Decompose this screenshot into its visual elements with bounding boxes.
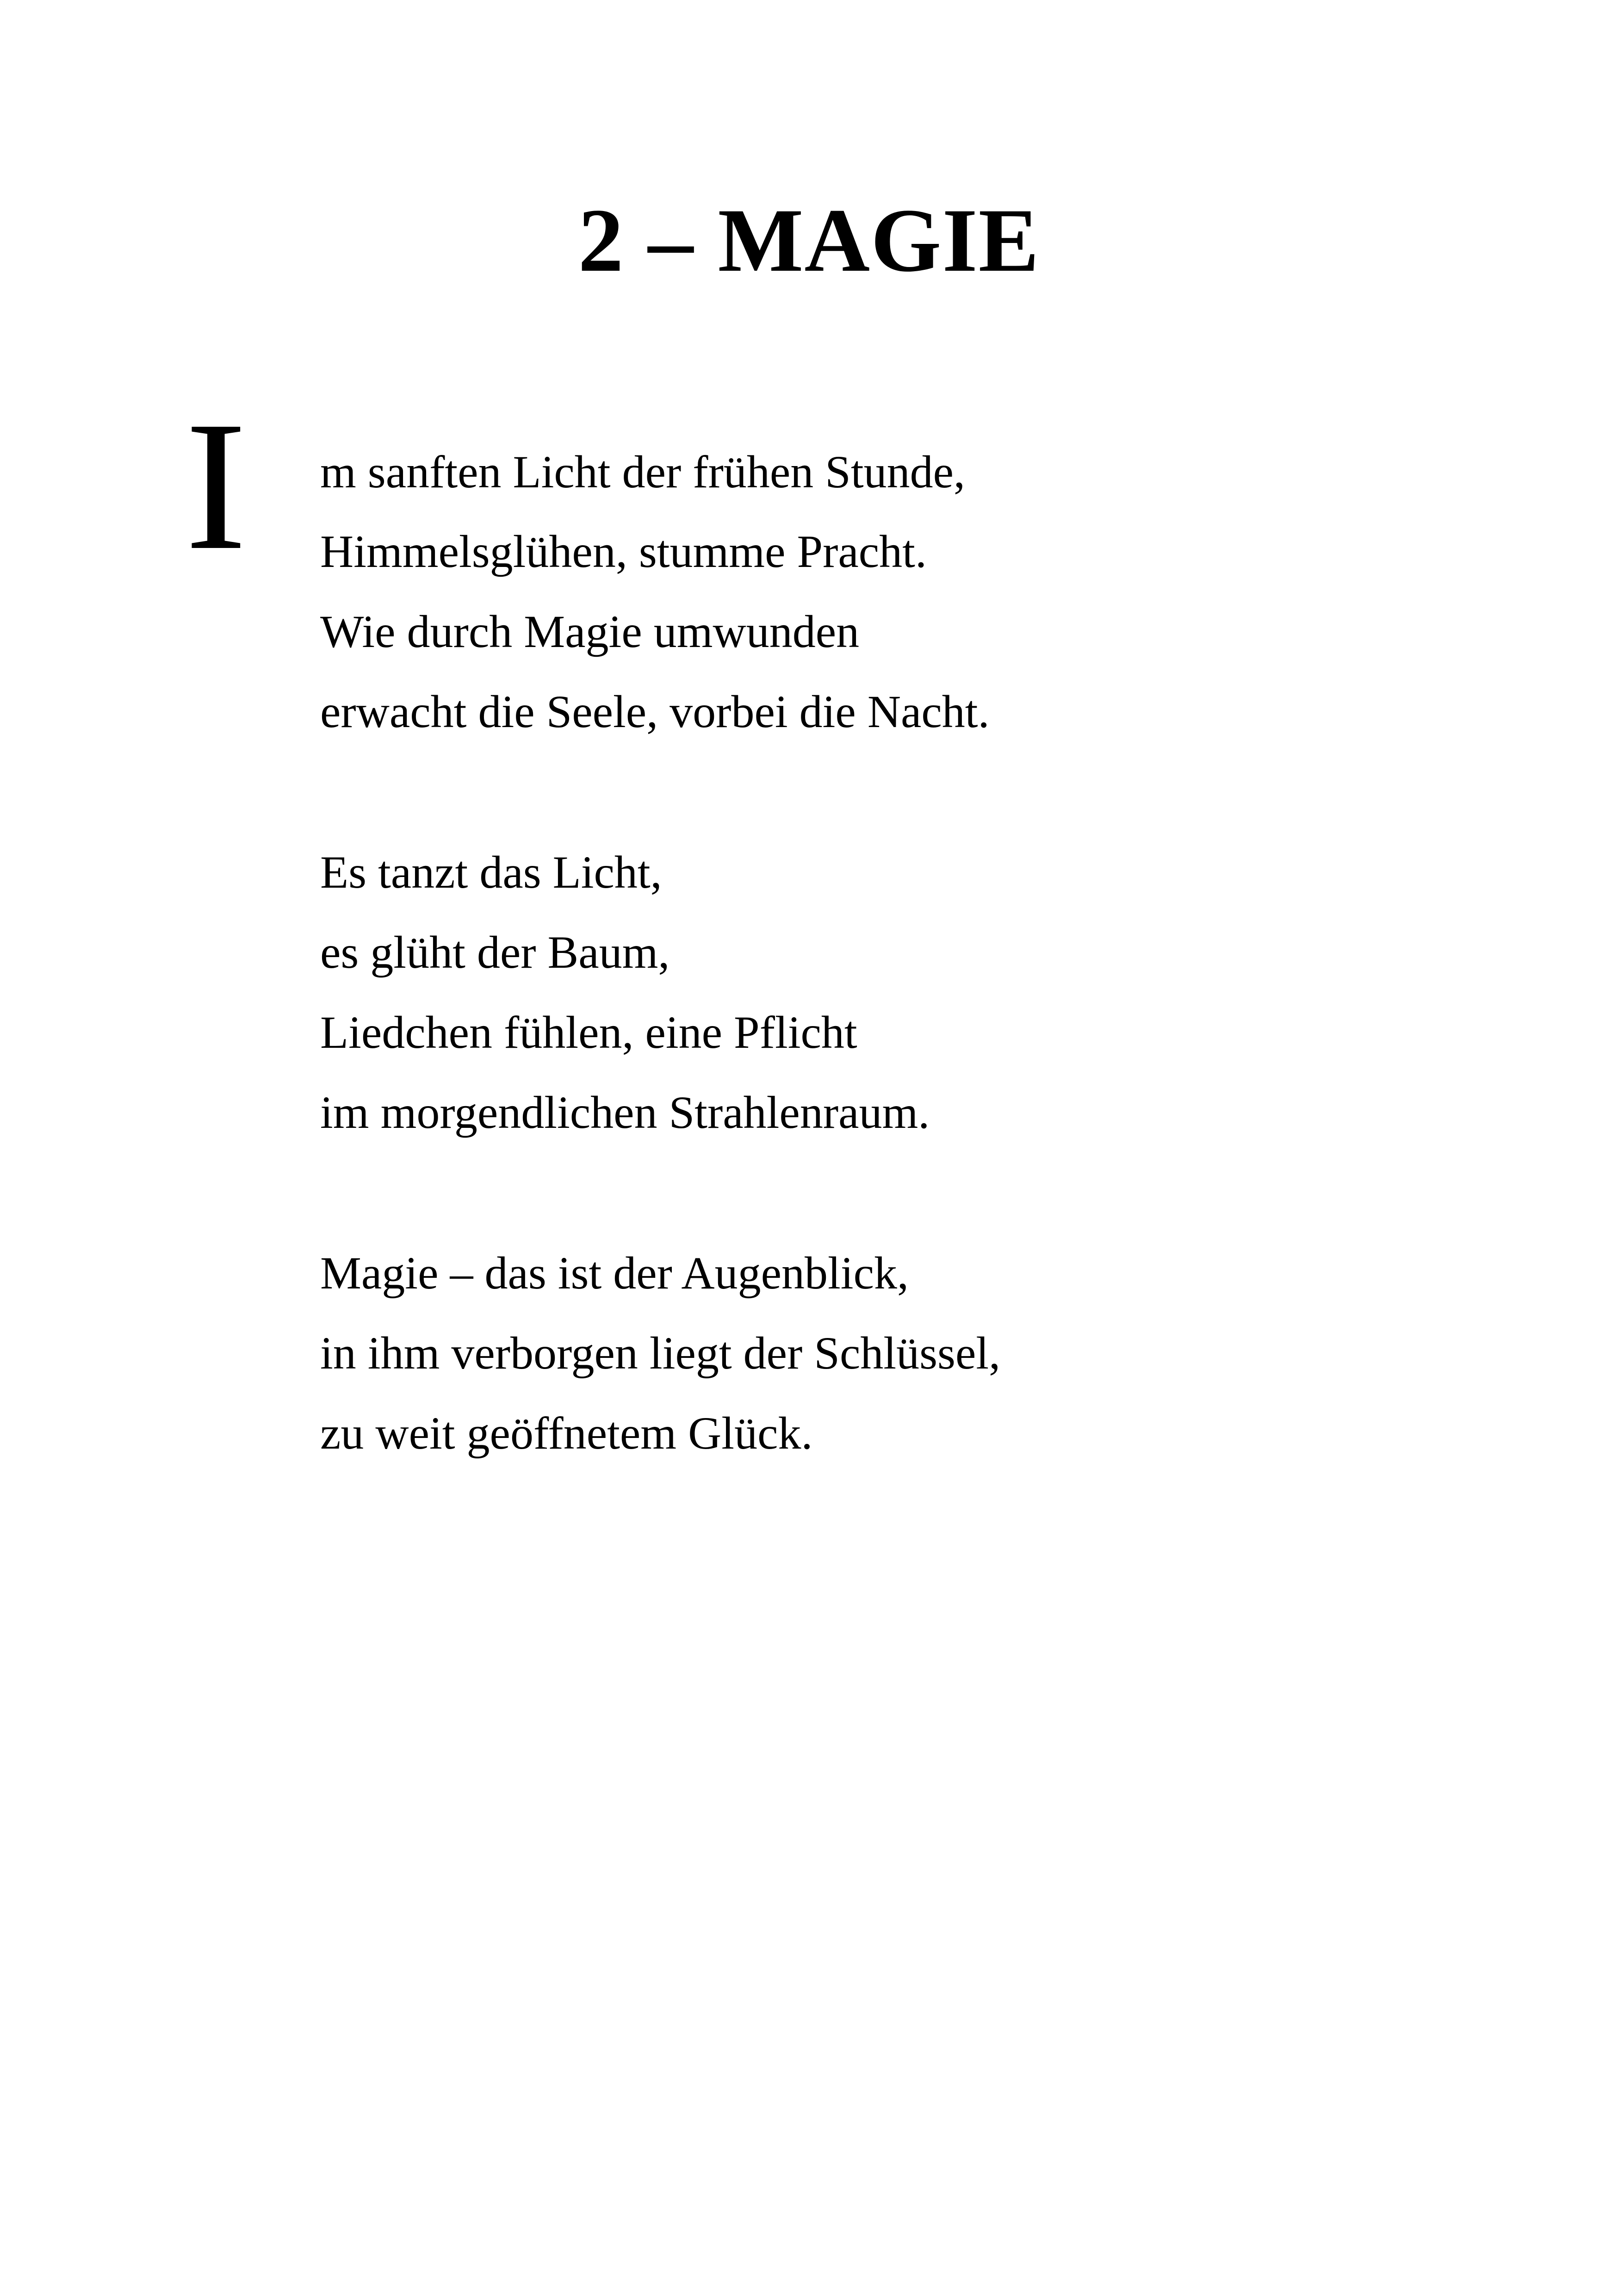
poem-line: Magie – das ist der Augenblick, xyxy=(320,1247,909,1299)
poem-line: m sanften Licht der frühen Stunde, xyxy=(320,446,966,498)
poem-line: Wie durch Magie umwunden xyxy=(320,606,860,657)
poem-line: zu weit geöffnetem Glück. xyxy=(320,1407,813,1459)
page-title: 2 – MAGIE xyxy=(578,190,1040,291)
poem-line: im morgendlichen Strahlenraum. xyxy=(320,1087,930,1138)
drop-cap: I xyxy=(185,383,247,588)
poem-line: Es tanzt das Licht, xyxy=(320,846,662,898)
poem-line: in ihm verborgen liegt der Schlüssel, xyxy=(320,1327,1001,1379)
poem-line: Liedchen fühlen, eine Pflicht xyxy=(320,1007,857,1058)
poem-line: Himmelsglühen, stumme Pracht. xyxy=(320,526,927,577)
poem-line: erwacht die Seele, vorbei die Nacht. xyxy=(320,686,990,737)
poem-line: es glüht der Baum, xyxy=(320,927,670,978)
